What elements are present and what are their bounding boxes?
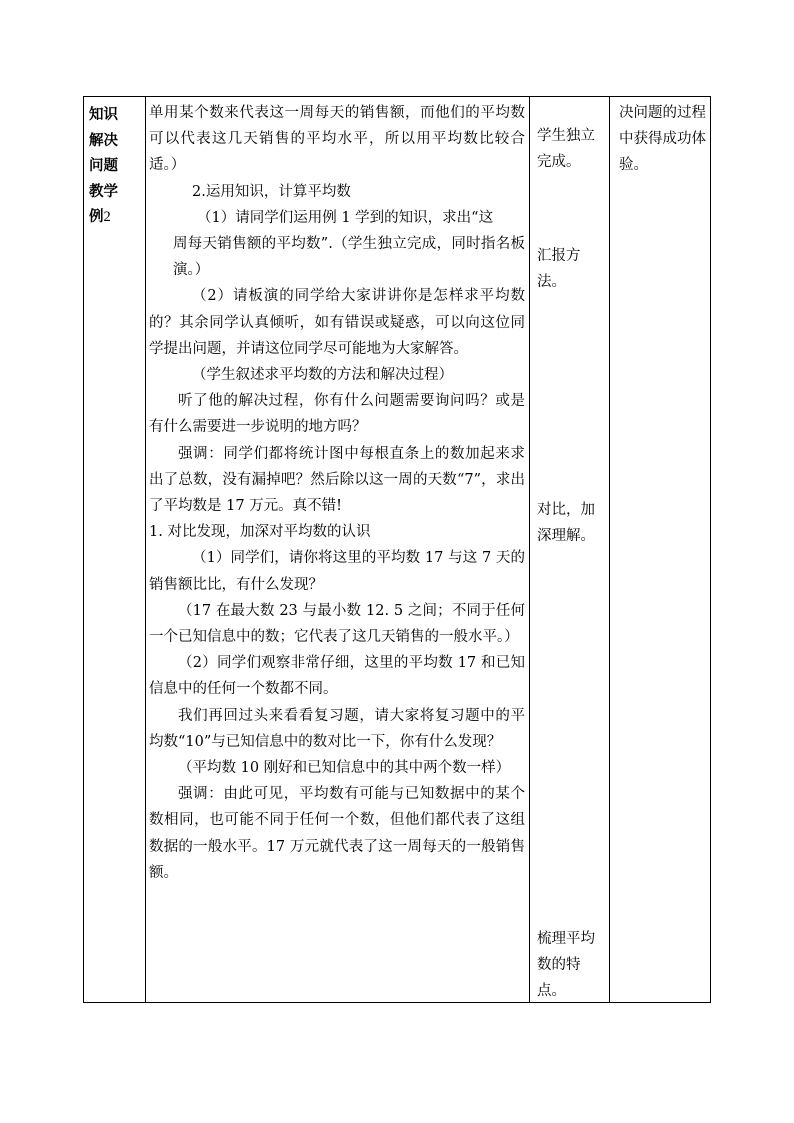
student-activity-note: 汇报方法。 — [537, 248, 581, 291]
content-paragraph: （学生叙述求平均数的方法和解决过程） — [192, 367, 453, 384]
student-activity-note: 梳理平均数的特点。 — [537, 931, 595, 1000]
content-paragraph: （平均数 10 刚好和已知信息中的其中两个数一样） — [178, 760, 511, 777]
content-paragraph: 我们再回过头来看看复习题，请大家将复习题中的平均数“10”与已知信息中的数对比一下，你有什么发现？ — [149, 707, 525, 750]
content-paragraph: （17 在最大数 23 与最小数 12. 5 之间；不同于任何一个已知信息中的数；它代表了这几天销售的一般水平。） — [149, 602, 525, 646]
content-paragraph: （2）请板演的同学给大家讲讲你是怎样求平均数的？其余同学认真倾听，如有错误或疑惑，可以向这位同学提出问题，并请这位同学尽可能地为大家解答。 — [149, 288, 525, 357]
content-paragraph: 单用某个数来代表这一周每天的销售额，而他们的平均数可以代表这几天销售的平均水平，所以用平均数比较合适。） — [149, 105, 525, 174]
stage-label: 知识解决问题教学例2 — [89, 106, 118, 225]
content-paragraph: 强调：同学们都将统计图中每根直条上的数加起来求出了总数，没有漏掉吧？然后除以这一周的天数“7”，求出了平均数是 17 万元。真不错! — [149, 445, 525, 515]
student-activity-cell — [529, 97, 609, 1002]
content-heading: 1. 对比发现，加深对平均数的认识 — [149, 524, 371, 541]
content-paragraph: 周每天销售额的平均数”.（学生独立完成，同时指名板演。） — [173, 236, 525, 279]
design-intent-cell — [609, 97, 711, 1002]
content-cell — [145, 97, 529, 1002]
design-intent-note: 决问题的过程中获得成功体验。 — [619, 105, 706, 174]
content-heading: 2.运用知识，计算平均数 — [192, 183, 351, 200]
content-paragraph: 强调：由此可见，平均数有可能与已知数据中的某个数相同，也可能不同于任何一个数，但他们都代表了这组数据的一般水平。17 万元就代表了这一周每天的一般销售额。 — [149, 786, 525, 881]
stage-cell — [84, 97, 145, 1002]
content-paragraph: （1）同学们，请你将这里的平均数 17 与这 7 天的销售额比比，有什么发现？ — [149, 550, 525, 593]
content-paragraph: （1）请同学们运用例 1 学到的知识，求出“这 — [197, 209, 494, 226]
lesson-plan-table — [83, 96, 711, 1003]
content-paragraph: （2）同学们观察非常仔细，这里的平均数 17 和已知信息中的任何一个数都不同。 — [149, 655, 525, 698]
student-activity-note: 对比，加深理解。 — [537, 502, 595, 545]
student-activity-note: 学生独立完成。 — [537, 128, 595, 171]
content-paragraph: 听了他的解决过程，你有什么问题需要询问吗？或是有什么需要进一步说明的地方吗？ — [149, 393, 525, 436]
